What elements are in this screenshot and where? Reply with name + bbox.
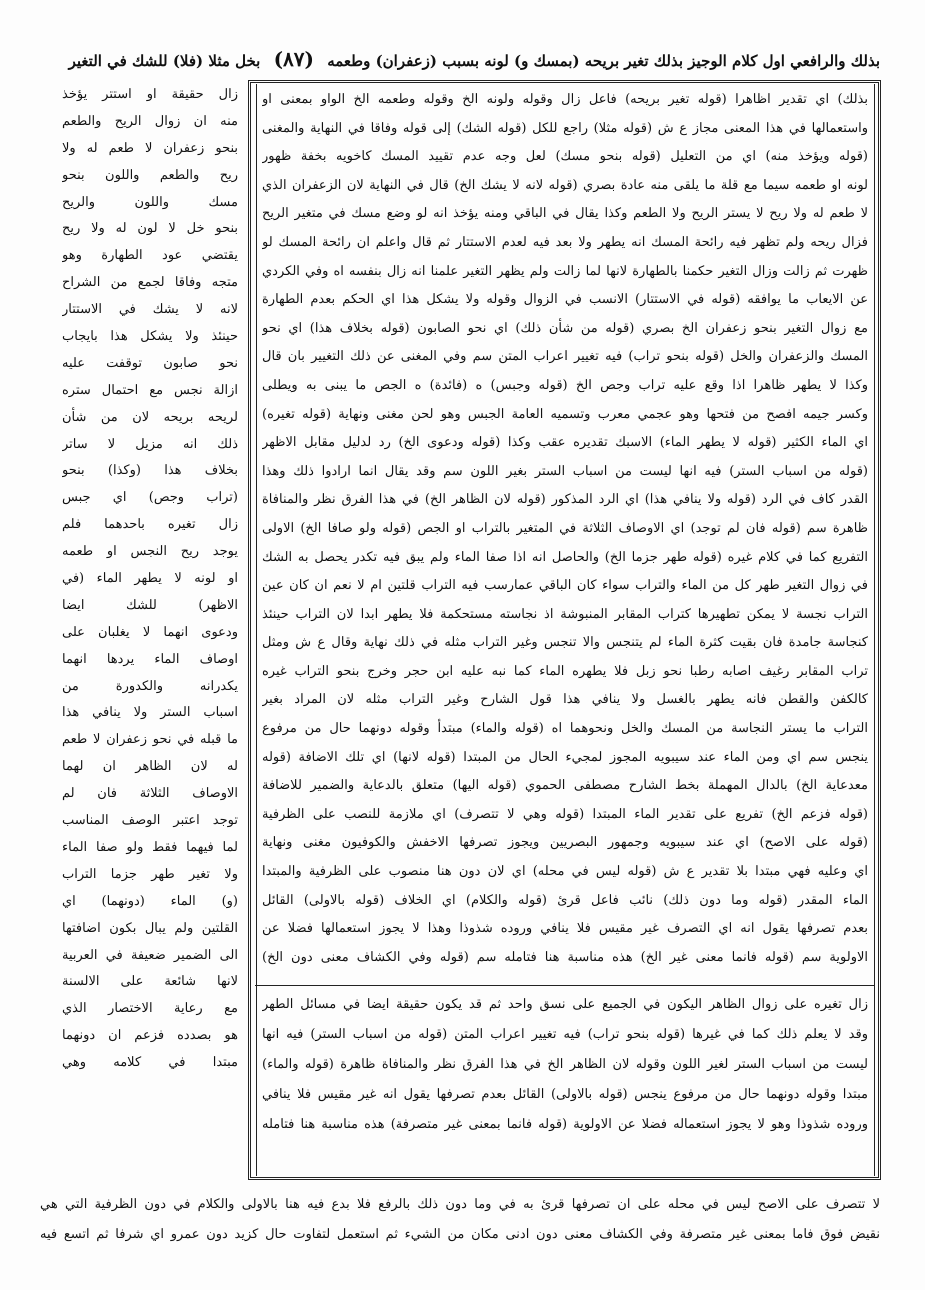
- margin-text-line: الاظهر) للشك ايضا: [62, 597, 238, 613]
- main-text-line: معدعاية الخ) بالدال المهملة بخط الشارح مصطفى الحموي (قوله اليها) متعلق بالدعاية والضمير للاضافة: [262, 778, 868, 794]
- margin-text-line: حينئذ ولا يشكل هذا بايجاب: [62, 329, 238, 345]
- frame-inner-rule-right: [874, 84, 875, 1176]
- main-text-line: فزال ريحه ولم تظهر فيه رائحة المسك انه يطهر ولا بعد فيه لعدم الاستتار ثم قال واعلم ان رائحة المسك لو: [262, 234, 868, 250]
- main-text-line: التراب ما يستر النجاسة من المسك والخل ونحوهما اه (قوله والماء) مبتدأ وقوله دونهما حال من مرفوع: [262, 721, 868, 737]
- margin-text-line: لانها شائعة على الالسنة: [62, 974, 238, 990]
- main-text-line: لونه او طعمه سيما مع قلة ما يلقى منه عادة بصري (قوله لانه لا يشك الخ) قال في النهاية لان الزعفران الذي: [262, 177, 868, 193]
- main-text-line: المسك والزعفران والخل (قوله بنحو تراب) فيه تغيير اعراب المتن سم وفي المغنى عن ذلك التغيير بان قال: [262, 349, 868, 365]
- bottom-continuation: [40, 1190, 880, 1250]
- main-text-line: (قوله ويؤخذ منه) اي من التعليل (قوله بنحو مسك) لعل وجه عدم تقييد المسك كاخويه بخفة ظهور: [262, 149, 868, 165]
- main-text-line: اي الماء الكثير (قوله لا يطهر الماء) الاسبك تقديره عقب وكذا (قوله ودعوى الخ) رد لدليل مقابل الاظهر: [262, 435, 868, 451]
- main-text-line: عن الايعاب ما يوافقه (قوله في الاستتار) الانسب في الزوال وقوله ولا يشكل هذا اي الحكم بعدم الطهارة: [262, 292, 868, 308]
- footnote-text-line: مبتدا وقوله دونهما حال من مرفوع ينجس (قوله بالاولى) القائل بعدم تصرفها يقول انه غير مقيس فلا ينافي: [262, 1087, 868, 1102]
- margin-text-line: ريح والطعم واللون بنحو: [62, 167, 238, 183]
- margin-text-line: بنحو خل لا لون له ولا ريح: [62, 221, 238, 237]
- main-text-line: القدر كاف في الرد (قوله ولا ينافي هذا) اي الرد المذكور (قوله لان الظاهر الخ) في هذا الفرق نظر والمنافاة: [262, 492, 868, 508]
- main-text-line: (قوله على الاصح) اي عند سيبويه وجمهور البصريين ويجوز تصرفها الاخفش والكوفيون مغنى ونهاية: [262, 835, 868, 851]
- main-text-line: كالكفن والقطن فانه يطهر بالغسل ولا ينافي هذا قول الشارح وغير التراب مثله لان المراد بغير: [262, 692, 868, 708]
- margin-text-line: بنحو زعفران لا طعم له ولا: [62, 140, 238, 156]
- page-number: (٨٧): [273, 47, 314, 71]
- margin-text-line: ودعوى انهما لا يغلبان على: [62, 624, 238, 640]
- margin-text-line: متجه وفاقا لجمع من الشراح: [62, 275, 238, 291]
- main-text-line: التراب نجسة لا يمكن تطهيرها كتراب المقابر المنبوشة اذ نجاسته مستحكمة فلا يطهر ابدا لان التراب حينئذ: [262, 606, 868, 622]
- main-text-line: في زوال التغير طهر كل من الماء والتراب سواء كان الباقي عمارسب فيه التراب قلتين ام لا نعم ان كان عين: [262, 578, 868, 594]
- margin-text-line: مبتدا في كلامه وهي: [62, 1055, 238, 1071]
- footnote-commentary: [262, 990, 868, 1140]
- footnote-separator: [255, 985, 875, 986]
- page-header: [40, 42, 880, 76]
- main-text-line: لا طعم له ولا ريح لا يستر الريح ولا الطعم وكذا يقال في الباقي ومنه يؤخذ انه لو وضع مسك في متغير الريح: [262, 206, 868, 222]
- main-text-line: كنجاسة جامدة فان بقيت كثرة الماء لم يتنجس والا تنجس وغير التراب مثله في ذلك نهاية وقال ع ش ومثل: [262, 635, 868, 651]
- margin-text-line: او لونه لا يطهر الماء (في: [62, 571, 238, 587]
- main-text-line: واستعمالها في هذا المعنى مجاز ع ش (قوله مثلا) راجع للكل (قوله الشك) إلى قوله وفاقا في النهاية والمغنى: [262, 120, 868, 136]
- margin-text-line: منه ان زوال الريح والطعم: [62, 113, 238, 129]
- main-text-line: (قوله من اسباب الستر) فيه انها ليست من اسباب الستر بغير اللون سم وقد يقال انما ارادوا ذلك وهذا: [262, 463, 868, 479]
- margin-text-line: الاوصاف الثلاثة فان لم: [62, 786, 238, 802]
- margin-text-line: يكدرانه والكدورة من: [62, 678, 238, 694]
- bottom-text-line: لا تتصرف على الاصح ليس في محله على ان تصرفها قرئ به في وما دون ذلك بالرفع فلا بدع فيه هنا بالاولى والكلام في دون الظرفية التي هي: [40, 1197, 880, 1212]
- main-text-line: بعدم تصرفها يقول انه اي التصرف غير مقيس فلا ينافي وروده شذوذا وهذا لا يجوز استعمالها فضلا عن: [262, 921, 868, 937]
- margin-text-line: اسباب الستر ولا ينافي هذا: [62, 705, 238, 721]
- main-text-line: مع زوال التغير بنحو زعفران الخ بصري (قوله من شأن ذلك) اي نحو الصابون (قوله بخلاف هذا) اي نحو: [262, 320, 868, 336]
- footnote-text-line: ليست من اسباب الستر لغير اللون وقوله لان الظاهر الخ في هذا الفرق نظر والمنافاة ظاهرة (قوله والماء): [262, 1057, 868, 1072]
- main-text-line: الاولوية سم (قوله فانما معنى غير الخ) هذه مناسبة هنا فتامله سم (قوله وفي الكشاف معنى دون الخ): [262, 949, 868, 965]
- bottom-text-line: نقيض فوق فاما بمعنى غير متصرفة وفي الكشاف معنى دون ادنى مكان من الشيء ثم استعمل لتفاوت حال كزيد دون عمرو اي شرفا ثم اتسع فيه: [40, 1227, 880, 1242]
- margin-text-line: يوجد ريح النجس او طعمه: [62, 544, 238, 560]
- footnote-text-line: زال تغيره على زوال الظاهر اليكون في الجميع على نسق واحد ثم قد يكون حقيقة ايضا في مسائل الطهر: [262, 997, 868, 1012]
- margin-text: [62, 82, 238, 1077]
- margin-text-line: ما قبله في نحو زعفران لا طعم: [62, 732, 238, 748]
- margin-text-line: مع رعاية الاختصار الذي: [62, 1001, 238, 1017]
- footnote-text-line: وقد لا يعلم ذلك كما في غيرها (قوله بنحو تراب) فيه تغيير اعراب المتن (قوله من اسباب الستر) فيه انها: [262, 1027, 868, 1042]
- margin-text-line: اوصاف الماء يردها انهما: [62, 651, 238, 667]
- margin-text-line: بخلاف هذا (وكذا) بنحو: [62, 463, 238, 479]
- margin-text-line: زال تغيره باحدهما فلم: [62, 517, 238, 533]
- main-text-line: ظهرت ثم زالت وزال التغير حكمنا بالطهارة لانها لما زالت ولم يظهر التغير علمنا انه زال بنفسه اه وفي الكردي: [262, 263, 868, 279]
- margin-text-line: الى الضمير ضعيفة في العربية: [62, 947, 238, 963]
- margin-text-line: ذلك انه مزيل لا ساتر: [62, 436, 238, 452]
- main-text-line: الماء المقدر (قوله وما دون ذلك) نائب فاعل قرئ (قوله والكلام) اي الخلاف (قوله بالاولى) القائل: [262, 892, 868, 908]
- margin-text-line: زال حقيقة او استتر يؤخذ: [62, 87, 238, 102]
- main-text-line: ظاهرة سم (قوله فان لم توجد) اي الاوصاف الثلاثة في المتغير بالتراب او الجص (قوله ولو صافا الخ) الاولى: [262, 520, 868, 536]
- margin-text-line: ازالة نجس مع احتمال ستره: [62, 382, 238, 398]
- frame-inner-rule-left: [256, 84, 257, 1176]
- main-text-line: اي وعليه فهي مبتدا بلا تقدير ع ش (قوله ليس في محله) اي لان دون هنا منصوب على الظرفية والمبتدا: [262, 864, 868, 880]
- margin-text-line: القلتين ولم يبال بكون اضافتها: [62, 920, 238, 936]
- margin-text-line: نحو صابون توقفت عليه: [62, 355, 238, 371]
- main-text-line: بذلك) اي تقدير اظاهرا (قوله تغير بريحه) فاعل زال وقوله ولونه الخ وقوله وطعمه الخ الواو بمعنى او: [262, 92, 868, 107]
- header-text-right: بذلك والرافعي اول كلام الوجيز بذلك تغير بريحه (بمسك و) لونه بسبب (زعفران) وطعمه: [327, 52, 880, 70]
- margin-text-line: لانه لا يشك في الاستتار: [62, 302, 238, 318]
- margin-text-line: توجد اعتبر الوصف المناسب: [62, 813, 238, 829]
- margin-text-line: له لان الظاهر ان لهما: [62, 759, 238, 775]
- main-text-line: (قوله فزعم الخ) تفريع على تقدير الماء المبتدا (قوله وهي لا تتصرف) اي ملازمة للنصب على الظرفية: [262, 806, 868, 822]
- margin-text-line: يقتضي عود الطهارة وهو: [62, 248, 238, 264]
- main-commentary: [262, 86, 868, 972]
- margin-text-line: ولا تغير طهر جزما التراب: [62, 866, 238, 882]
- margin-text-line: هو بصدده فزعم ان دونهما: [62, 1028, 238, 1044]
- margin-text-line: (و) الماء (دونهما) اي: [62, 893, 238, 909]
- main-text-line: تراب المقابر رغيف اصابه رطبا نحو زبل فلا يطهره الماء كما نبه عليه ابن حجر وخرج بنحو التراب غيره: [262, 663, 868, 679]
- main-text-line: وكسر جيمه افصح من فتحها وهو عجمي معرب وتسميه العامة الجبس وهو لحن مغنى ونهاية (قوله تغيره): [262, 406, 868, 422]
- margin-text-line: لريحه بريحه لان من شأن: [62, 409, 238, 425]
- margin-text-line: مسك واللون والريح: [62, 194, 238, 210]
- header-text-left: بخل مثلا (فلا) للشك في التغير: [68, 52, 261, 70]
- main-text-line: وكذا لا يطهر ظاهرا اذا وقع عليه تراب وجص الخ (قوله وجبس) ه (فائدة) ه الجص ما يبنى به ويطلى: [262, 377, 868, 393]
- main-text-line: التفريع كما في كلام غيره (قوله طهر جزما الخ) والحاصل انه اذا صفا الماء ولم يبق فيه تكدر يحصل به الشك: [262, 549, 868, 565]
- main-text-line: ينجس سم اي ومن الماء عند سيبويه المجوز لمجيء الحال من المبتدا (قوله لانها) اي تلك الاضافة (قوله: [262, 749, 868, 765]
- margin-text-line: لما فيهما فقط ولو صفا الماء: [62, 839, 238, 855]
- footnote-text-line: وروده شذوذا وهو لا يجوز استعماله فضلا عن الاولوية (قوله فانما بمعنى غير متصرفة) هذه مناسبة هنا فتامله: [262, 1117, 868, 1132]
- margin-text-line: (تراب وجص) اي جبس: [62, 490, 238, 506]
